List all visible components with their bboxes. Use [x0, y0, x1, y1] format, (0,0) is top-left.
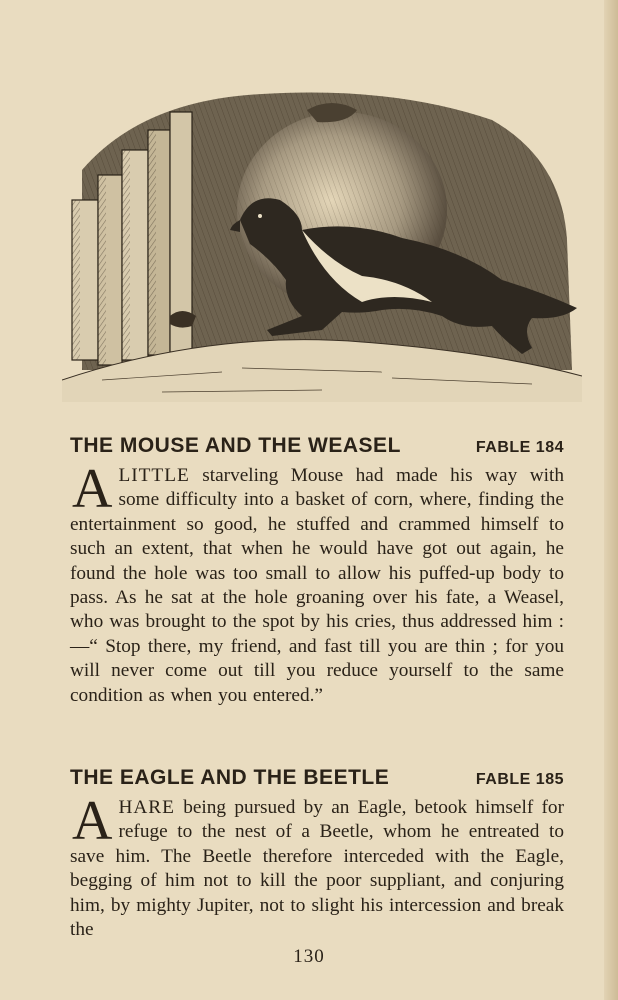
- page-number: 130: [293, 946, 325, 967]
- fable-heading: [70, 434, 564, 458]
- fable-heading: [70, 766, 564, 790]
- fable-number: FABLE 185: [475, 771, 564, 788]
- fable-body: starveling Mouse had made his way with some difficulty into a basket of corn, where, finding the entertainment so good, he stuffed and crammed himself to such an extent, that when he would have got out again, he found the hole was too small to allow his puffed-up body to pass. As he sat at the hole groaning over his fate, a Weasel, who was brought to the spot by his cries, thus addressed him :—“ Stop there, my friend, and fast till you are thin ; for you will never come out till you reduce yourself to the same condition as when you entered.”: [70, 465, 564, 706]
- drop-cap: A: [72, 790, 113, 852]
- drop-cap: A: [72, 458, 113, 520]
- fable-title: THE MOUSE AND THE WEASEL: [70, 434, 401, 457]
- fable-text: [70, 790, 564, 942]
- fable-title: THE EAGLE AND THE BEETLE: [70, 766, 390, 789]
- fable-number: FABLE 184: [475, 439, 564, 456]
- weasel-illustration: [62, 80, 582, 402]
- fable-body: being pursued by an Eagle, betook himself for refuge to the nest of a Beetle, whom he entreated to save him. The Beetle therefore interceded with the Eagle, begging of him not to kill the poor suppliant, and conjuring him, by mighty Jupiter, not to slight his intercession and break the: [70, 797, 564, 941]
- fable-185: [70, 766, 564, 942]
- lead-word: LITTLE: [118, 465, 190, 486]
- fable-text: [70, 458, 564, 708]
- page-edge: [604, 0, 618, 1000]
- fable-184: [70, 434, 564, 708]
- lead-word: HARE: [118, 797, 175, 818]
